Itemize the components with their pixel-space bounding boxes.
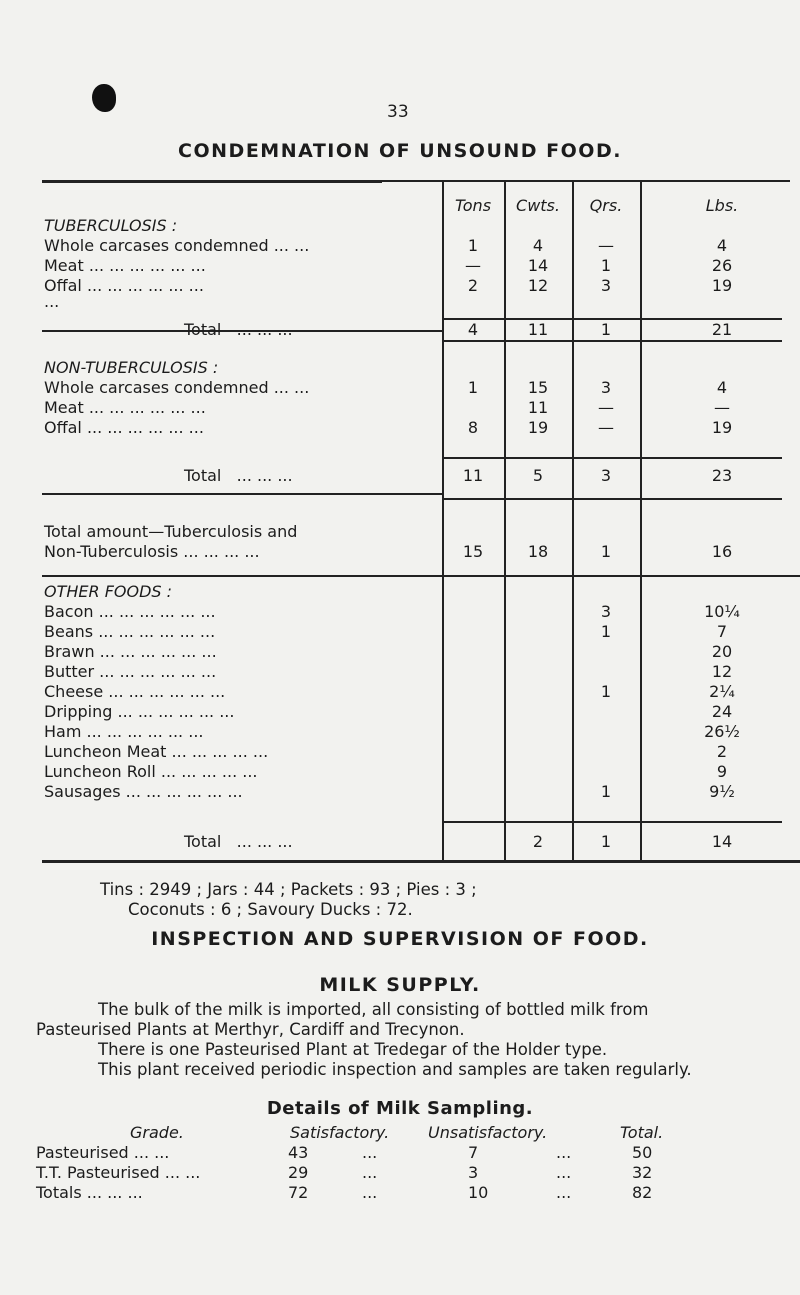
sampling-dots3: ... bbox=[556, 1163, 572, 1182]
table-row: Meat ... ... ... ... ... ... bbox=[44, 398, 206, 417]
table-row bbox=[44, 682, 225, 702]
total-value: 4 bbox=[467, 320, 479, 339]
total-value: 2 bbox=[532, 832, 544, 851]
col-rule-2 bbox=[504, 180, 506, 863]
milk-paragraph-line: The bulk of the milk is imported, all consisting of bottled milk from bbox=[98, 1000, 649, 1019]
row-dots: ... ... ... ... ... ... bbox=[94, 642, 217, 661]
table-row bbox=[44, 762, 258, 782]
total-value: 16 bbox=[711, 542, 733, 561]
tb-section-title: TUBERCULOSIS : bbox=[44, 216, 178, 235]
ntb-total-rule bbox=[442, 457, 782, 459]
row-label: Dripping bbox=[44, 702, 113, 721]
sampling-satisfactory: 43 bbox=[288, 1143, 309, 1162]
cell-value: 20 bbox=[711, 642, 733, 661]
col-rule-4 bbox=[640, 180, 642, 863]
sampling-total: 32 bbox=[632, 1163, 653, 1182]
cell-value: 4 bbox=[716, 378, 728, 397]
cell-value: 1 bbox=[467, 378, 479, 397]
row-dots: ... ... ... ... ... ... bbox=[112, 702, 235, 721]
cell-value: 26½ bbox=[704, 722, 740, 741]
row-label: Luncheon Meat bbox=[44, 742, 167, 761]
col-header-tons: Tons bbox=[454, 196, 492, 215]
total-value: 1 bbox=[600, 320, 612, 339]
cell-value: 1 bbox=[600, 256, 612, 275]
sampling-grade: Totals bbox=[36, 1183, 82, 1202]
total-value: 11 bbox=[527, 320, 549, 339]
sampling-cell bbox=[632, 1143, 652, 1163]
table-row: Meat ... ... ... ... ... ... bbox=[44, 256, 206, 275]
cell-value: 3 bbox=[600, 276, 612, 295]
sampling-dots1: ... ... ... bbox=[81, 1183, 143, 1202]
cell-value: 1 bbox=[600, 782, 612, 801]
cell-value: 9 bbox=[716, 762, 728, 781]
ntb-total-rule-bottom bbox=[442, 498, 782, 500]
sampling-total: 50 bbox=[632, 1143, 653, 1162]
sampling-cell bbox=[632, 1183, 652, 1203]
sampling-cell bbox=[36, 1163, 200, 1183]
col-header-cwts: Cwts. bbox=[516, 196, 560, 215]
condemnation-heading: CONDEMNATION OF UNSOUND FOOD. bbox=[178, 140, 622, 162]
sampling-cell bbox=[36, 1143, 169, 1163]
table-row: Offal ... ... ... ... ... ... bbox=[44, 276, 204, 295]
cell-value: 3 bbox=[600, 378, 612, 397]
cell-value: 3 bbox=[600, 602, 612, 621]
milk-paragraph-line: Pasteurised Plants at Merthyr, Cardiff and Trecynon. bbox=[36, 1020, 465, 1039]
cell-value: 1 bbox=[600, 622, 612, 641]
row-dots: ... ... ... ... ... ... bbox=[93, 602, 216, 621]
sampling-cell bbox=[288, 1163, 308, 1183]
cell-value: 15 bbox=[527, 378, 549, 397]
sampling-grade: Pasteurised bbox=[36, 1143, 129, 1162]
table-row bbox=[44, 662, 216, 682]
tb-total-label: Total ... ... ... bbox=[184, 320, 293, 339]
total-value: 21 bbox=[711, 320, 733, 339]
table-row bbox=[44, 702, 234, 722]
table-row: Whole carcases condemned ... ... bbox=[44, 378, 310, 397]
sampling-cell bbox=[468, 1143, 478, 1163]
condemnation-table bbox=[42, 180, 800, 862]
sampling-unsatisfactory: 3 bbox=[468, 1163, 479, 1182]
sampling-header-unsatisfactory: Unsatisfactory. bbox=[428, 1123, 548, 1142]
sampling-grade: T.T. Pasteurised bbox=[36, 1163, 160, 1182]
row-label: Sausages bbox=[44, 782, 121, 801]
table-bottom-rule bbox=[42, 860, 800, 863]
sampling-cell bbox=[362, 1163, 377, 1183]
table-top-rule bbox=[42, 180, 382, 183]
sampling-cell bbox=[556, 1183, 571, 1203]
grand-total-rule bbox=[42, 575, 800, 577]
total-value: 11 bbox=[462, 466, 484, 485]
sampling-cell bbox=[468, 1163, 478, 1183]
sampling-cell bbox=[36, 1183, 143, 1203]
page-number: 33 bbox=[387, 102, 409, 122]
ntb-total-label: Total ... ... ... bbox=[184, 466, 293, 485]
cell-value: 12 bbox=[711, 662, 733, 681]
row-label: Cheese bbox=[44, 682, 104, 701]
sampling-header-satisfactory: Satisfactory. bbox=[290, 1123, 390, 1142]
total-value: 3 bbox=[600, 466, 612, 485]
col-rule-3 bbox=[572, 180, 574, 863]
cell-value: 19 bbox=[711, 418, 733, 437]
milk-paragraph-line: There is one Pasteurised Plant at Tredegar of the Holder type. bbox=[98, 1040, 608, 1059]
cell-value: 1 bbox=[467, 236, 479, 255]
cell-value: 11 bbox=[527, 398, 549, 417]
table-row bbox=[44, 642, 217, 662]
sampling-dots1: ... ... bbox=[159, 1163, 201, 1182]
row-label: Bacon bbox=[44, 602, 94, 621]
coconuts-line: Coconuts : 6 ; Savoury Ducks : 72. bbox=[128, 900, 413, 919]
cell-value: 24 bbox=[711, 702, 733, 721]
cell-value: 2¼ bbox=[709, 682, 735, 701]
cell-value: — bbox=[598, 398, 614, 417]
cell-value: 4 bbox=[716, 236, 728, 255]
cell-value: 14 bbox=[527, 256, 549, 275]
grand-total-line1: Total amount—Tuberculosis and bbox=[44, 522, 298, 541]
sampling-cell bbox=[288, 1143, 308, 1163]
row-dots: ... ... ... ... ... ... bbox=[94, 662, 217, 681]
sampling-cell bbox=[556, 1143, 571, 1163]
sampling-dots1: ... ... bbox=[128, 1143, 170, 1162]
row-label: Brawn bbox=[44, 642, 95, 661]
sampling-satisfactory: 29 bbox=[288, 1163, 309, 1182]
sampling-header-total: Total. bbox=[620, 1123, 664, 1142]
sampling-total: 82 bbox=[632, 1183, 653, 1202]
table-row bbox=[44, 602, 216, 622]
cell-value: 2 bbox=[467, 276, 479, 295]
details-heading: Details of Milk Sampling. bbox=[266, 1098, 534, 1119]
cell-value: 1 bbox=[600, 682, 612, 701]
cell-value: 7 bbox=[716, 622, 728, 641]
ntb-section-title: NON-TUBERCULOSIS : bbox=[44, 358, 219, 377]
sampling-cell bbox=[362, 1143, 377, 1163]
tins-line: Tins : 2949 ; Jars : 44 ; Packets : 93 ; Pies : 3 ; bbox=[100, 880, 477, 899]
sampling-dots3: ... bbox=[556, 1183, 572, 1202]
cell-value: — bbox=[598, 418, 614, 437]
sampling-dots2: ... bbox=[362, 1143, 378, 1162]
total-value: 14 bbox=[711, 832, 733, 851]
row-label: Ham bbox=[44, 722, 82, 741]
sampling-satisfactory: 72 bbox=[288, 1183, 309, 1202]
sampling-cell bbox=[362, 1183, 377, 1203]
cell-value: 26 bbox=[711, 256, 733, 275]
stray-dots: ... bbox=[44, 292, 60, 311]
sampling-cell bbox=[556, 1163, 571, 1183]
row-dots: ... ... ... ... ... ... bbox=[81, 722, 204, 741]
grand-total-line2: Non-Tuberculosis ... ... ... ... bbox=[44, 542, 260, 561]
cell-value: 2 bbox=[716, 742, 728, 761]
row-label: Beans bbox=[44, 622, 94, 641]
other-total-rule bbox=[442, 821, 782, 823]
tb-total-rule-bottom bbox=[442, 340, 782, 342]
ntb-rule bbox=[42, 493, 442, 495]
sampling-cell bbox=[632, 1163, 652, 1183]
cell-value: — bbox=[598, 236, 614, 255]
table-row bbox=[44, 782, 243, 802]
ink-blot bbox=[92, 84, 116, 112]
total-value: 1 bbox=[600, 542, 612, 561]
total-value: 1 bbox=[600, 832, 612, 851]
milk-paragraph-line: This plant received periodic inspection and samples are taken regularly. bbox=[98, 1060, 692, 1079]
total-value: 18 bbox=[527, 542, 549, 561]
inspection-heading: INSPECTION AND SUPERVISION OF FOOD. bbox=[151, 928, 649, 950]
cell-value: — bbox=[465, 256, 481, 275]
total-value: 15 bbox=[462, 542, 484, 561]
other-total-label: Total ... ... ... bbox=[184, 832, 293, 851]
row-dots: ... ... ... ... ... bbox=[155, 762, 258, 781]
table-row bbox=[44, 722, 203, 742]
sampling-unsatisfactory: 7 bbox=[468, 1143, 479, 1162]
row-dots: ... ... ... ... ... ... bbox=[93, 622, 216, 641]
total-value: 23 bbox=[711, 466, 733, 485]
sampling-unsatisfactory: 10 bbox=[468, 1183, 489, 1202]
other-foods-title: OTHER FOODS : bbox=[44, 582, 173, 601]
sampling-dots3: ... bbox=[556, 1143, 572, 1162]
sampling-header-grade: Grade. bbox=[130, 1123, 184, 1142]
sampling-dots2: ... bbox=[362, 1183, 378, 1202]
table-row: Whole carcases condemned ... ... bbox=[44, 236, 310, 255]
row-dots: ... ... ... ... ... ... bbox=[103, 682, 226, 701]
row-dots: ... ... ... ... ... bbox=[166, 742, 269, 761]
cell-value: 12 bbox=[527, 276, 549, 295]
sampling-cell bbox=[468, 1183, 488, 1203]
cell-value: — bbox=[714, 398, 730, 417]
sampling-dots2: ... bbox=[362, 1163, 378, 1182]
cell-value: 19 bbox=[527, 418, 549, 437]
cell-value: 19 bbox=[711, 276, 733, 295]
milk-supply-heading: MILK SUPPLY. bbox=[319, 974, 481, 996]
total-value: 5 bbox=[532, 466, 544, 485]
row-label: Luncheon Roll bbox=[44, 762, 156, 781]
cell-value: 9½ bbox=[709, 782, 735, 801]
row-label: Butter bbox=[44, 662, 95, 681]
cell-value: 8 bbox=[467, 418, 479, 437]
cell-value: 4 bbox=[532, 236, 544, 255]
table-row bbox=[44, 622, 215, 642]
table-row: Offal ... ... ... ... ... ... bbox=[44, 418, 204, 437]
table-row bbox=[44, 742, 268, 762]
col-header-lbs: Lbs. bbox=[705, 196, 739, 215]
col-header-qrs: Qrs. bbox=[589, 196, 623, 215]
sampling-cell bbox=[288, 1183, 308, 1203]
row-dots: ... ... ... ... ... ... bbox=[120, 782, 243, 801]
cell-value: 10¼ bbox=[704, 602, 740, 621]
